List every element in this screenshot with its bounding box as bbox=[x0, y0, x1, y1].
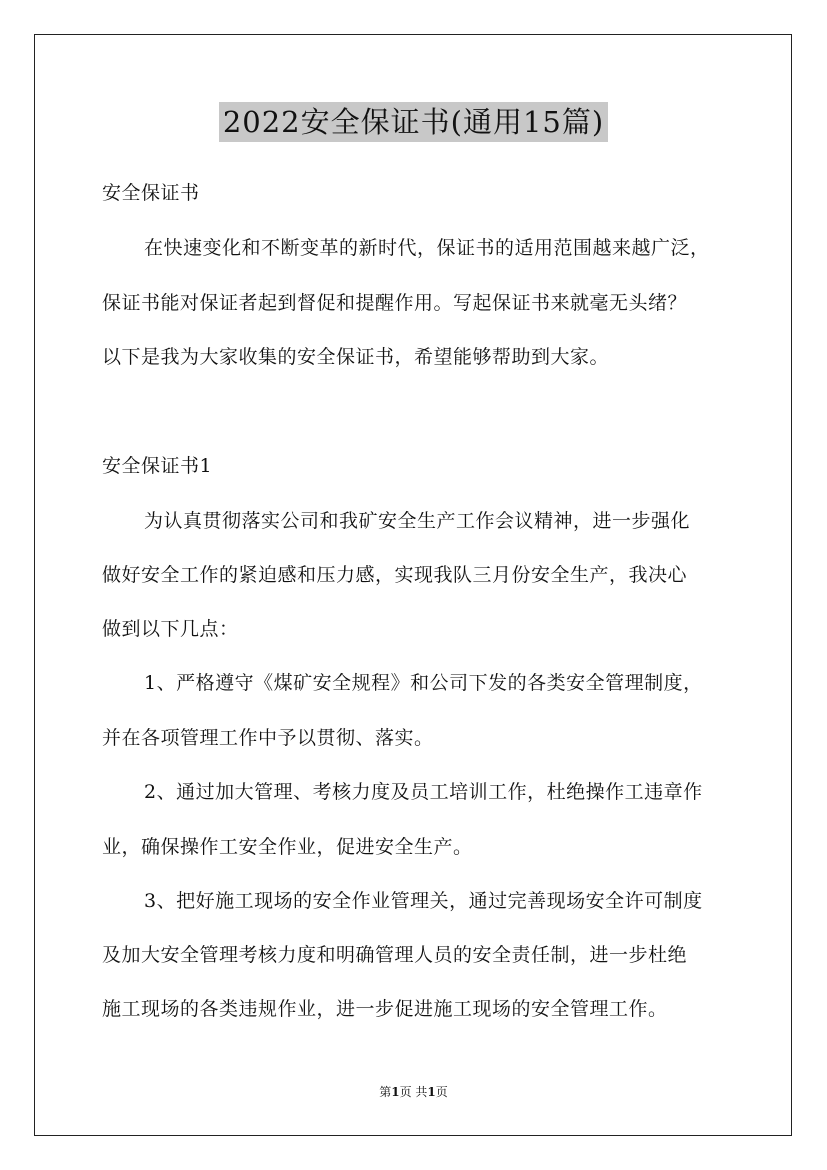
paragraph-line: 做到以下几点： bbox=[102, 618, 239, 640]
paragraph-line: 保证书能对保证者起到督促和提醒作用。写起保证书来就毫无头绪？ bbox=[102, 292, 688, 314]
section-heading-intro: 安全保证书 bbox=[102, 182, 200, 204]
title-container bbox=[0, 102, 827, 142]
section-heading-1: 安全保证书1 bbox=[102, 455, 213, 477]
paragraph-line: 在快速变化和不断变革的新时代，保证书的适用范围越来越广泛， bbox=[144, 237, 710, 259]
current-page-number: 1 bbox=[391, 1085, 400, 1099]
paragraph-line: 1、严格遵守《煤矿安全规程》和公司下发的各类安全管理制度， bbox=[144, 672, 703, 694]
footer-prefix: 第 bbox=[379, 1085, 392, 1099]
paragraph-line: 以下是我为大家收集的安全保证书，希望能够帮助到大家。 bbox=[102, 346, 610, 368]
paragraph-line: 施工现场的各类违规作业，进一步促进施工现场的安全管理工作。 bbox=[102, 998, 668, 1020]
document-title: 2022安全保证书(通用15篇) bbox=[219, 102, 608, 142]
total-pages-number: 1 bbox=[427, 1085, 436, 1099]
footer-suffix: 页 bbox=[435, 1085, 448, 1099]
page-footer bbox=[0, 1084, 827, 1100]
footer-mid: 页 共 bbox=[399, 1085, 428, 1099]
paragraph-line: 3、把好施工现场的安全作业管理关，通过完善现场安全许可制度 bbox=[144, 890, 703, 912]
paragraph-line: 及加大安全管理考核力度和明确管理人员的安全责任制，进一步杜绝 bbox=[102, 944, 688, 966]
paragraph-line: 业，确保操作工安全作业，促进安全生产。 bbox=[102, 836, 473, 858]
paragraph-line: 2、通过加大管理、考核力度及员工培训工作，杜绝操作工违章作 bbox=[144, 781, 703, 803]
paragraph-line: 并在各项管理工作中予以贯彻、落实。 bbox=[102, 727, 434, 749]
paragraph-line: 为认真贯彻落实公司和我矿安全生产工作会议精神，进一步强化 bbox=[144, 510, 691, 532]
paragraph-line: 做好安全工作的紧迫感和压力感，实现我队三月份安全生产，我决心 bbox=[102, 564, 688, 586]
